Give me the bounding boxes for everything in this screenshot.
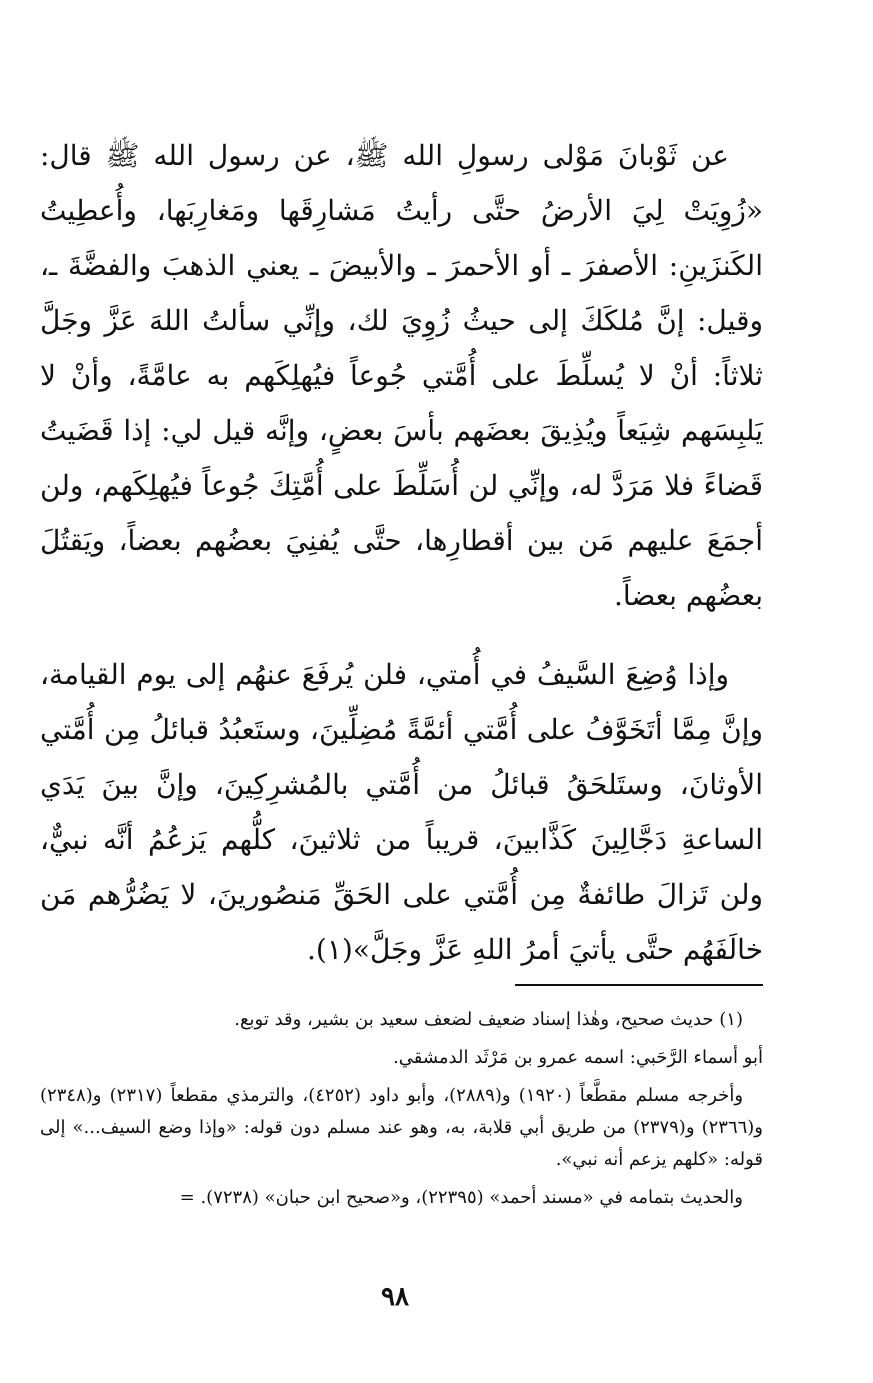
main-text <box>40 128 763 977</box>
footnote-paragraph-1: (١) حديث صحيح، وهٰذا إسناد ضعيف لضعف سعيد بن بشير، وقد توبع. <box>234 1009 743 1030</box>
hadith-paragraph-2: وإذا وُضِعَ السَّيفُ في أُمتي، فلن يُرفَعَ عنهُم إلى يوم القيامة، وإنَّ مِمَّا أتَخَوَّفُ على أُمَّتي أئمَّةً مُضِلِّينَ، وستَعبُدُ قبائلُ مِن أُمَّتي الأوثانَ، وستَلحَقُ قبائلُ من أُمَّتي بالمُشرِكِينَ، وإنَّ بينَ يَدَي الساعةِ دَجَّالِينَ كَذَّابينَ، قريباً من ثلاثينَ، كلُّهم يَزعُمُ أنَّه نبيٌّ، ولن تَزالَ طائفةٌ مِن أُمَّتي على الحَقِّ مَنصُورينَ، لا يَضُرُّهم مَن خالَفَهُم حتَّى يأتيَ أمرُ اللهِ عَزَّ وجَلَّ»(١). <box>40 658 763 966</box>
page-number: ٩٨ <box>381 1282 409 1312</box>
footnotes <box>40 1004 763 1214</box>
footnote-paragraph-2: أبو أسماء الرَّحَبي: اسمه عمرو بن مَرْثَد الدمشقي. <box>393 1047 763 1068</box>
hadith-paragraph-1: عن ثَوْبانَ مَوْلى رسولِ الله ﷺ، عن رسول الله ﷺ قال: «زُوِيَتْ لِيَ الأرضُ حتَّى رأيتُ مَشارِقَها ومَغارِبَها، وأُعطِيتُ الكَنزَينِ: الأصفرَ ـ أو الأحمرَ ـ والأبيضَ ـ يعني الذهبَ والفضَّةَ ـ، وقيل: إنَّ مُلكَكَ إلى حيثُ زُوِيَ لك، وإنِّي سألتُ اللهَ عَزَّ وجَلَّ ثلاثاً: أنْ لا يُسلِّطَ على أُمَّتي جُوعاً فيُهلِكَهم به عامَّةً، وأنْ لا يَلبِسَهم شِيَعاً ويُذِيقَ بعضَهم بأسَ بعضٍ، وإنَّه قيل لي: إذا قَضَيتُ قَضاءً فلا مَرَدَّ له، وإنِّي لن أُسَلِّطَ على أُمَّتِكَ جُوعاً فيُهلِكَهم، ولن أجمَعَ عليهم مَن بين أقطارِها، حتَّى يُفنِيَ بعضُهم بعضاً، ويَقتُلَ بعضُهم بعضاً. <box>40 139 763 612</box>
footnote-divider <box>515 984 763 986</box>
footnote-paragraph-3: وأخرجه مسلم مقطَّعاً (١٩٢٠) و(٢٨٨٩)، وأبو داود (٤٢٥٢)، والترمذي مقطعاً (٢٣١٧) و(٢٣٤٨) و(٢٣٦٦) و(٢٣٧٩) من طريق أبي قلابة، به، وهو عند مسلم دون قوله: «وإذا وضع السيف...» إلى قوله: «كلهم يزعم أنه نبي». <box>40 1085 763 1170</box>
footnote-paragraph-4: والحديث بتمامه في «مسند أحمد» (٢٢٣٩٥)، و«صحيح ابن حبان» (٧٢٣٨). = <box>179 1187 743 1208</box>
